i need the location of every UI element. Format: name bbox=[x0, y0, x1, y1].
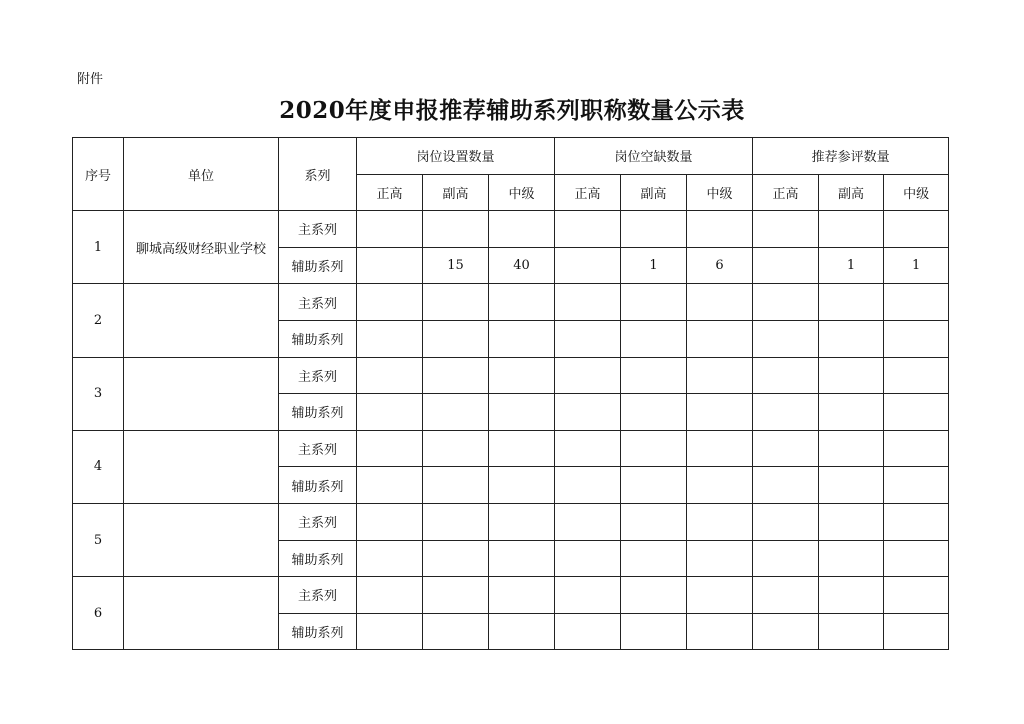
value-cell bbox=[555, 284, 621, 321]
value-cell: 1 bbox=[621, 247, 687, 284]
value-cell bbox=[819, 394, 884, 431]
series-aux-label: 辅助系列 bbox=[279, 540, 357, 577]
value-cell bbox=[423, 284, 489, 321]
row-seq: 1 bbox=[73, 211, 124, 284]
header-seq: 序号 bbox=[73, 138, 124, 211]
value-cell bbox=[819, 613, 884, 650]
value-cell bbox=[357, 467, 423, 504]
value-cell bbox=[819, 284, 884, 321]
value-cell bbox=[621, 211, 687, 248]
value-cell bbox=[819, 357, 884, 394]
value-cell bbox=[555, 430, 621, 467]
value-cell bbox=[423, 430, 489, 467]
header-group-positions: 岗位设置数量 bbox=[357, 138, 555, 175]
value-cell bbox=[489, 284, 555, 321]
header-row-groups bbox=[73, 138, 949, 175]
value-cell bbox=[423, 503, 489, 540]
value-cell bbox=[687, 540, 753, 577]
value-cell bbox=[687, 613, 753, 650]
row-seq: 3 bbox=[73, 357, 124, 430]
value-cell bbox=[423, 467, 489, 504]
value-cell bbox=[819, 540, 884, 577]
value-cell bbox=[357, 430, 423, 467]
header-level-intermediate: 中级 bbox=[489, 174, 555, 211]
header-level-deputy: 副高 bbox=[819, 174, 884, 211]
value-cell bbox=[687, 357, 753, 394]
value-cell bbox=[489, 430, 555, 467]
header-level-intermediate: 中级 bbox=[884, 174, 949, 211]
value-cell bbox=[357, 540, 423, 577]
row-unit bbox=[124, 284, 279, 357]
value-cell: 6 bbox=[687, 247, 753, 284]
value-cell bbox=[621, 430, 687, 467]
quota-table bbox=[72, 137, 949, 650]
value-cell bbox=[753, 613, 819, 650]
table-row bbox=[73, 211, 949, 248]
value-cell bbox=[884, 540, 949, 577]
value-cell bbox=[819, 320, 884, 357]
row-unit bbox=[124, 430, 279, 503]
value-cell bbox=[819, 503, 884, 540]
series-aux-label: 辅助系列 bbox=[279, 613, 357, 650]
header-level-intermediate: 中级 bbox=[687, 174, 753, 211]
value-cell bbox=[489, 540, 555, 577]
value-cell: 1 bbox=[884, 247, 949, 284]
value-cell bbox=[819, 467, 884, 504]
header-level-deputy: 副高 bbox=[621, 174, 687, 211]
value-cell bbox=[884, 211, 949, 248]
row-unit bbox=[124, 357, 279, 430]
row-seq: 2 bbox=[73, 284, 124, 357]
table-row bbox=[73, 357, 949, 394]
value-cell bbox=[555, 211, 621, 248]
series-main-label: 主系列 bbox=[279, 430, 357, 467]
value-cell bbox=[753, 540, 819, 577]
value-cell bbox=[884, 320, 949, 357]
value-cell bbox=[357, 284, 423, 321]
value-cell bbox=[687, 467, 753, 504]
value-cell bbox=[819, 211, 884, 248]
header-level-senior: 正高 bbox=[357, 174, 423, 211]
value-cell bbox=[555, 467, 621, 504]
value-cell bbox=[687, 211, 753, 248]
value-cell: 40 bbox=[489, 247, 555, 284]
header-level-deputy: 副高 bbox=[423, 174, 489, 211]
value-cell bbox=[753, 394, 819, 431]
series-main-label: 主系列 bbox=[279, 503, 357, 540]
value-cell bbox=[884, 503, 949, 540]
value-cell bbox=[489, 613, 555, 650]
value-cell bbox=[423, 540, 489, 577]
value-cell bbox=[753, 357, 819, 394]
series-aux-label: 辅助系列 bbox=[279, 467, 357, 504]
value-cell bbox=[555, 394, 621, 431]
value-cell bbox=[753, 467, 819, 504]
value-cell bbox=[423, 320, 489, 357]
value-cell bbox=[489, 577, 555, 614]
table-row bbox=[73, 503, 949, 540]
value-cell bbox=[884, 577, 949, 614]
value-cell bbox=[489, 357, 555, 394]
value-cell: 15 bbox=[423, 247, 489, 284]
table-row bbox=[73, 284, 949, 321]
value-cell bbox=[621, 540, 687, 577]
series-main-label: 主系列 bbox=[279, 211, 357, 248]
value-cell bbox=[357, 577, 423, 614]
table-row bbox=[73, 577, 949, 614]
value-cell bbox=[555, 247, 621, 284]
value-cell bbox=[621, 394, 687, 431]
value-cell bbox=[819, 577, 884, 614]
value-cell bbox=[753, 320, 819, 357]
value-cell bbox=[621, 577, 687, 614]
row-unit bbox=[124, 577, 279, 650]
value-cell bbox=[357, 503, 423, 540]
attachment-label: 附件 bbox=[77, 72, 104, 87]
value-cell bbox=[489, 467, 555, 504]
series-main-label: 主系列 bbox=[279, 284, 357, 321]
value-cell bbox=[489, 211, 555, 248]
value-cell bbox=[884, 394, 949, 431]
value-cell bbox=[357, 247, 423, 284]
value-cell bbox=[687, 430, 753, 467]
value-cell bbox=[687, 577, 753, 614]
value-cell bbox=[555, 503, 621, 540]
value-cell bbox=[423, 577, 489, 614]
value-cell bbox=[753, 503, 819, 540]
header-level-senior: 正高 bbox=[753, 174, 819, 211]
value-cell bbox=[357, 613, 423, 650]
value-cell bbox=[687, 503, 753, 540]
value-cell bbox=[555, 320, 621, 357]
value-cell bbox=[687, 284, 753, 321]
row-unit bbox=[124, 503, 279, 576]
value-cell bbox=[489, 394, 555, 431]
value-cell bbox=[555, 357, 621, 394]
value-cell bbox=[555, 577, 621, 614]
value-cell bbox=[423, 211, 489, 248]
value-cell bbox=[423, 394, 489, 431]
value-cell bbox=[489, 503, 555, 540]
table-body bbox=[73, 211, 949, 650]
row-seq: 6 bbox=[73, 577, 124, 650]
value-cell bbox=[884, 284, 949, 321]
series-aux-label: 辅助系列 bbox=[279, 320, 357, 357]
series-aux-label: 辅助系列 bbox=[279, 247, 357, 284]
value-cell bbox=[621, 503, 687, 540]
row-unit: 聊城高级财经职业学校 bbox=[124, 211, 279, 284]
value-cell bbox=[753, 211, 819, 248]
header-unit: 单位 bbox=[124, 138, 279, 211]
value-cell bbox=[621, 613, 687, 650]
table-row bbox=[73, 430, 949, 467]
value-cell bbox=[819, 430, 884, 467]
value-cell bbox=[687, 394, 753, 431]
header-series: 系列 bbox=[279, 138, 357, 211]
value-cell bbox=[357, 211, 423, 248]
header-level-senior: 正高 bbox=[555, 174, 621, 211]
value-cell bbox=[687, 320, 753, 357]
value-cell bbox=[753, 430, 819, 467]
value-cell bbox=[884, 467, 949, 504]
value-cell bbox=[357, 320, 423, 357]
row-seq: 4 bbox=[73, 430, 124, 503]
value-cell bbox=[621, 284, 687, 321]
value-cell bbox=[357, 357, 423, 394]
value-cell bbox=[423, 613, 489, 650]
value-cell bbox=[555, 613, 621, 650]
value-cell bbox=[621, 467, 687, 504]
value-cell bbox=[621, 357, 687, 394]
value-cell bbox=[423, 357, 489, 394]
header-group-vacancies: 岗位空缺数量 bbox=[555, 138, 753, 175]
value-cell bbox=[884, 430, 949, 467]
value-cell: 1 bbox=[819, 247, 884, 284]
value-cell bbox=[753, 284, 819, 321]
page-title: 2020年度申报推荐辅助系列职称数量公示表 bbox=[279, 97, 745, 124]
series-main-label: 主系列 bbox=[279, 577, 357, 614]
row-seq: 5 bbox=[73, 503, 124, 576]
value-cell bbox=[489, 320, 555, 357]
header-group-recommended: 推荐参评数量 bbox=[753, 138, 949, 175]
value-cell bbox=[884, 357, 949, 394]
series-aux-label: 辅助系列 bbox=[279, 394, 357, 431]
value-cell bbox=[621, 320, 687, 357]
value-cell bbox=[555, 540, 621, 577]
value-cell bbox=[357, 394, 423, 431]
value-cell bbox=[753, 577, 819, 614]
value-cell bbox=[753, 247, 819, 284]
series-main-label: 主系列 bbox=[279, 357, 357, 394]
value-cell bbox=[884, 613, 949, 650]
